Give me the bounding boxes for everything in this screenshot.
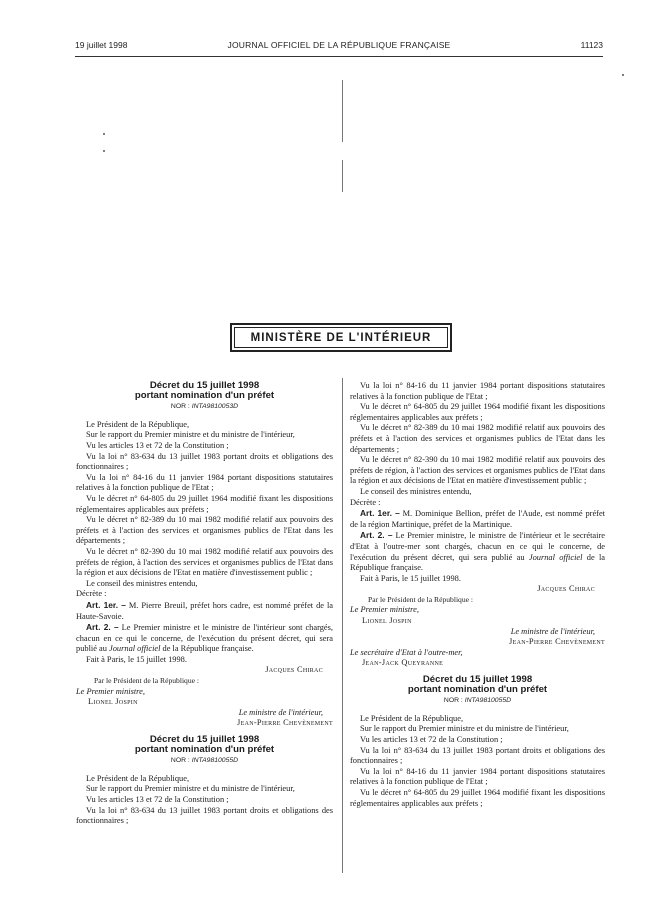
decree-2-para: Vu le décret n° 82-390 du 10 mai 1982 modifié relatif aux pouvoirs des préfets de région, à l'action des services et organismes publics de l'Etat dans la région et aux décisions de l'Etat en matière d'investissement public ;: [350, 455, 605, 486]
decree-1-para: Le conseil des ministres entendu,: [86, 578, 198, 588]
decree-2-mi-title: Le ministre de l'intérieur,: [510, 626, 595, 636]
decree-4-para: Vu le décret n° 64-805 du 29 juillet 1964 modifié fixant les dispositions réglementaires applicables aux préfets ;: [350, 788, 605, 808]
decree-2-par: Par le Président de la République :: [368, 594, 474, 604]
decree-1-subtitle: portant nomination d'un préfet: [134, 390, 275, 402]
decree-1-article-2: Art. 2. – Le Premier ministre et le ministre de l'intérieur sont chargés, chacun en ce qui le concerne, de l'exécution du présent décret, qui sera publié au Journal officiel de la République française.: [76, 622, 333, 654]
decree-1-title: Décret du 15 juillet 1998: [149, 380, 260, 391]
decree-1-nor: NOR : INTA9810053D: [170, 402, 239, 410]
decree-2-se-title: Le secrétaire d'Etat à l'outre-mer,: [350, 647, 463, 657]
decree-1-pm-title: Le Premier ministre,: [76, 686, 145, 696]
decree-1-mi-title: Le ministre de l'intérieur,: [238, 707, 323, 717]
scan-speck: [103, 150, 105, 152]
decree-1-pm-name: Lionel Jospin: [88, 697, 138, 707]
column-divider: [342, 378, 343, 873]
decree-3-para: Vu les articles 13 et 72 de la Constitution ;: [86, 795, 229, 805]
decree-2-pm-name: Lionel Jospin: [362, 616, 412, 626]
decree-2-decrete: Décrète :: [350, 497, 381, 507]
decree-3-para: Le Président de la République,: [86, 773, 190, 783]
header-date: 19 juillet 1998: [75, 40, 128, 50]
decree-1-fait: Fait à Paris, le 15 juillet 1998.: [86, 654, 187, 664]
column-divider-top: [342, 80, 343, 142]
decree-2-para: Vu le décret n° 82-389 du 10 mai 1982 modifié relatif aux pouvoirs des préfets et à l'action des services et organismes publics de l'Etat dans les départements ;: [350, 423, 605, 454]
decree-1-signer: Jacques Chirac: [265, 665, 323, 675]
decree-1-para: Vu les articles 13 et 72 de la Constitution ;: [86, 441, 229, 450]
decree-4-para: Vu la loi n° 83-634 du 13 juillet 1983 portant droits et obligations des fonctionnaires ;: [350, 745, 605, 766]
right-column: [350, 381, 605, 809]
decree-3-subtitle: portant nomination d'un préfet: [134, 744, 275, 756]
decree-3-para: Vu la loi n° 83-634 du 13 juillet 1983 portant droits et obligations des fonctionnaires ;: [76, 805, 333, 826]
decree-4-para: Vu les articles 13 et 72 de la Constitution ;: [360, 735, 503, 745]
decree-2-mi-name: Jean-Pierre Chevènement: [509, 637, 605, 647]
decree-3-title: Décret du 15 juillet 1998: [149, 734, 260, 746]
scan-speck: [103, 133, 105, 135]
page-header: [75, 40, 603, 54]
header-rule: [75, 56, 603, 57]
header-journal-title: JOURNAL OFFICIEL DE LA RÉPUBLIQUE FRANÇAISE: [227, 40, 451, 50]
decree-1-para: Vu la loi n° 83-634 du 13 juillet 1983 portant droits et obligations des fonctionnaires ;: [76, 451, 333, 472]
decree-2-article-1: Art. 1er. – M. Dominique Bellion, préfet de l'Aude, est nommé préfet de la région Martinique, préfet de la Martinique.: [350, 508, 605, 529]
decree-2-para: Le conseil des ministres entendu,: [360, 486, 472, 496]
decree-1-par: Par le Président de la République :: [94, 676, 200, 686]
decree-4-para: Vu la loi n° 84-16 du 11 janvier 1984 portant dispositions statutaires relatives à la fonction publique de l'Etat ;: [350, 766, 605, 787]
decree-3-para: Sur le rapport du Premier ministre et du ministre de l'intérieur,: [86, 784, 295, 794]
decree-2-para: Vu la loi n° 84-16 du 11 janvier 1984 portant dispositions statutaires relatives à la fonction publique de l'Etat ;: [350, 381, 605, 401]
decree-3-nor: NOR : INTA9810055D: [170, 756, 239, 764]
decree-4-nor: NOR : INTA9810055D: [443, 696, 512, 704]
left-column: [76, 381, 333, 827]
decree-1-mi-name: Jean-Pierre Chevènement: [237, 718, 333, 728]
decree-4-subtitle: portant nomination d'un préfet: [407, 684, 548, 696]
decree-1-para: Vu la loi n° 84-16 du 11 janvier 1984 portant dispositions statutaires relatives à la fonction publique de l'Etat ;: [76, 472, 333, 493]
decree-2-article-2: Art. 2. – Le Premier ministre, le ministre de l'intérieur et le secrétaire d'Etat à l'outre-mer sont chargés, chacun en ce qui le concerne, de l'exécution du présent décret, qui sera publié au Journal officiel de la République française.: [350, 530, 606, 573]
decree-4-title: Décret du 15 juillet 1998: [422, 674, 533, 686]
column-divider-top-2: [342, 160, 343, 192]
decree-2-signer: Jacques Chirac: [537, 584, 595, 594]
decree-1-para: Le Président de la République,: [86, 419, 190, 429]
decree-1-decrete: Décrète :: [76, 589, 107, 599]
decree-1-para: Vu le décret n° 82-390 du 10 mai 1982 modifié relatif aux pouvoirs des préfets de région, à l'action des services et organismes publics de l'Etat dans la région et aux décisions de l'Etat en matière d'investissement public ;: [76, 546, 333, 578]
ministry-heading-box: [230, 323, 452, 352]
decree-2-pm-title: Le Premier ministre,: [350, 605, 419, 615]
ministry-heading: MINISTÈRE DE L'INTÉRIEUR: [250, 331, 432, 344]
decree-4-para: Le Président de la République,: [360, 713, 464, 723]
decree-4-para: Sur le rapport du Premier ministre et du ministre de l'intérieur,: [360, 724, 569, 734]
decree-1-para: Vu le décret n° 82-389 du 10 mai 1982 modifié relatif aux pouvoirs des préfets et à l'action des services et organismes publics de l'Etat dans les départements ;: [76, 515, 333, 546]
decree-1-article-1: Art. 1er. – M. Pierre Breuil, préfet hors cadre, est nommé préfet de la Haute-Savoie.: [76, 599, 333, 621]
decree-1-para: Vu le décret n° 64-805 du 29 juillet 1964 modifié fixant les dispositions réglementaires applicables aux préfets ;: [76, 493, 333, 514]
decree-1-para: Sur le rapport du Premier ministre et du ministre de l'intérieur,: [86, 430, 295, 440]
header-page-number: 11123: [580, 40, 603, 50]
decree-2-se-name: Jean-Jack Queyranne: [362, 658, 444, 668]
decree-2-fait: Fait à Paris, le 15 juillet 1998.: [360, 573, 461, 583]
scan-speck: [622, 74, 624, 76]
decree-2-para: Vu le décret n° 64-805 du 29 juillet 1964 modifié fixant les dispositions réglementaires applicables aux préfets ;: [350, 402, 605, 422]
